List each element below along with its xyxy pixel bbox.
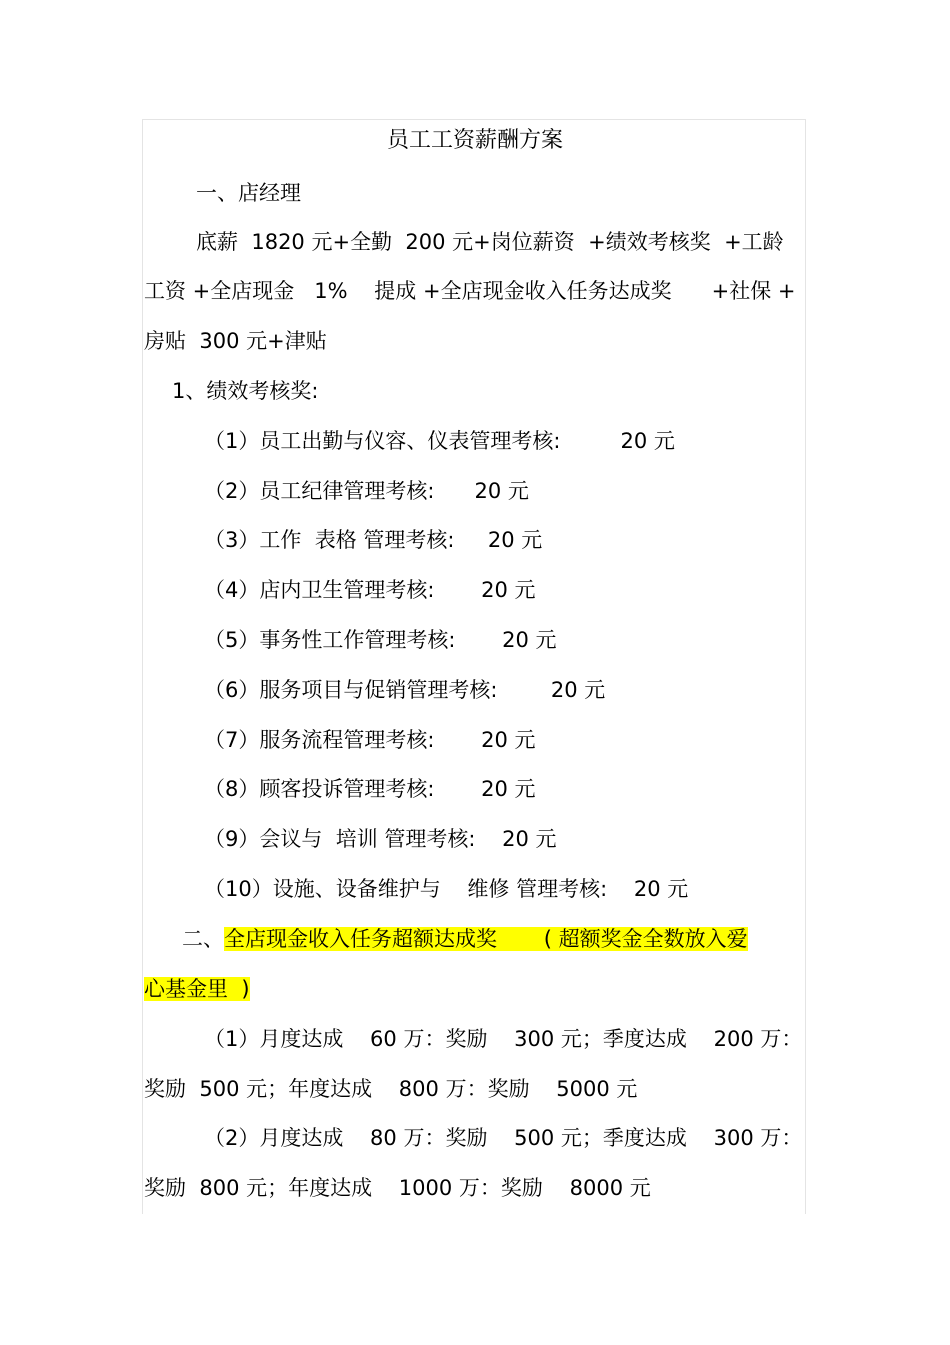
- performance-bonus-heading: 1、绩效考核奖:: [172, 379, 319, 403]
- assessment-item: （1）员工出勤与仪容、仪表管理考核: 20 元: [204, 429, 675, 453]
- section-heading-store-manager: 一、店经理: [196, 181, 301, 205]
- reward-tier-2-line-2: 奖励 800 元；年度达成 1000 万：奖励 8000 元: [144, 1176, 651, 1200]
- section-two-prefix: 二、: [182, 927, 224, 951]
- assessment-item: （3）工作 表格 管理考核: 20 元: [204, 528, 543, 552]
- highlighted-heading-line-1: 全店现金收入任务超额达成奖 ( 超额奖金全数放入爱: [224, 927, 748, 951]
- salary-formula-line-2: 工资 +全店现金 1% 提成 +全店现金收入任务达成奖 +社保 +: [144, 279, 796, 303]
- assessment-item: （5）事务性工作管理考核: 20 元: [204, 628, 557, 652]
- salary-formula-line-1: 底薪 1820 元+全勤 200 元+岗位薪资 +绩效考核奖 +工龄: [196, 230, 784, 254]
- assessment-item: （8）顾客投诉管理考核: 20 元: [204, 777, 536, 801]
- reward-tier-1-line-1: （1）月度达成 60 万：奖励 300 元；季度达成 200 万：: [204, 1027, 803, 1051]
- assessment-item: （4）店内卫生管理考核: 20 元: [204, 578, 536, 602]
- assessment-item: （9）会议与 培训 管理考核: 20 元: [204, 827, 557, 851]
- highlighted-heading-line-2: 心基金里 ): [144, 977, 250, 1001]
- assessment-item: （6）服务项目与促销管理考核: 20 元: [204, 678, 606, 702]
- assessment-item: （7）服务流程管理考核: 20 元: [204, 728, 536, 752]
- assessment-item: （2）员工纪律管理考核: 20 元: [204, 479, 529, 503]
- reward-tier-1-line-2: 奖励 500 元；年度达成 800 万：奖励 5000 元: [144, 1077, 638, 1101]
- section-two-heading-cont: [144, 974, 250, 1004]
- assessment-item: （10）设施、设备维护与 维修 管理考核: 20 元: [204, 877, 689, 901]
- salary-formula-line-3: 房贴 300 元+津贴: [144, 329, 327, 353]
- document-title: 员工工资薪酬方案: [386, 128, 563, 153]
- reward-tier-2-line-1: （2）月度达成 80 万：奖励 500 元；季度达成 300 万：: [204, 1126, 803, 1150]
- section-two-heading: [182, 924, 748, 954]
